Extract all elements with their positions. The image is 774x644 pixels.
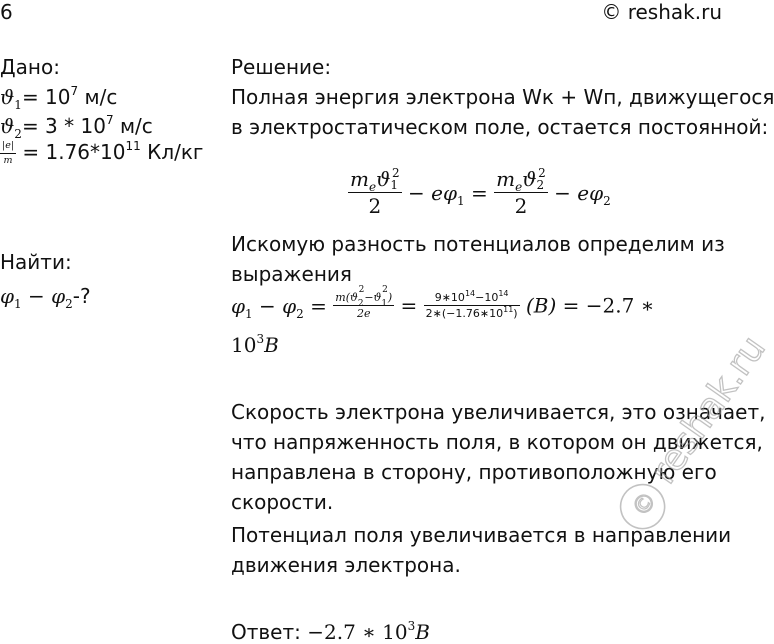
conclusion-line-1: Потенциал поля увеличивается в направлении bbox=[231, 523, 732, 547]
given-v1: $ϑ_1= 10^7$ м/с bbox=[0, 84, 118, 112]
copyright-glyph: © bbox=[625, 486, 663, 522]
solution-line-1: Полная энергия электрона Wк + Wп, движущегося bbox=[231, 85, 774, 109]
potential-result-line-2: $10^3B$ bbox=[231, 332, 279, 357]
explanation-line-3: направлена в сторону, противоположную его bbox=[231, 460, 717, 484]
given-title: Дано: bbox=[0, 55, 60, 79]
explanation-line-4: скорости. bbox=[231, 490, 334, 514]
explanation-line-2: что напряженность поля, в котором он движется, bbox=[231, 430, 763, 454]
potential-calculation: $\varphi_1 - \varphi_2$ = $\frac{m(ϑ_2^2-ϑ_1^2)}{2e}$ = $\frac{9∗10^{14}-10^{14}}{2∗(-1.76∗10^{11})}$ (B) = −2.7 ∗ bbox=[231, 285, 655, 321]
copyright-label: © reshak.ru bbox=[601, 0, 722, 24]
page-number: 6 bbox=[0, 0, 13, 24]
energy-equation: $\frac{m_eϑ_1^2}{2}$ − $e\varphi_1$ = $\frac{m_eϑ_2^2}{2}$ − $e\varphi_2$ bbox=[350, 166, 611, 218]
answer-line: Ответ: −2.7 ∗ $10^3B$ bbox=[231, 619, 430, 644]
conclusion-line-2: движения электрона. bbox=[231, 553, 461, 577]
find-expression: $\varphi_1 - \varphi_2-$? bbox=[0, 284, 91, 311]
solution-line-4: выражения bbox=[231, 262, 352, 286]
explanation-line-1: Скорость электрона увеличивается, это означает, bbox=[231, 400, 766, 424]
solution-title: Решение: bbox=[231, 55, 332, 79]
watermark-text: reshak.ru bbox=[642, 328, 774, 492]
given-v2: $ϑ_2= 3 * 10^7$ м/с bbox=[0, 113, 153, 141]
solution-line-3: Искомую разность потенциалов определим из bbox=[231, 232, 725, 256]
solution-line-2: в электростатическом поле, остается постоянной: bbox=[231, 115, 769, 139]
given-charge-ratio: $\frac{|e|}{m}$ = $1.76*10^{11}$ Кл/кг bbox=[2, 139, 204, 166]
find-title: Найти: bbox=[0, 250, 72, 274]
